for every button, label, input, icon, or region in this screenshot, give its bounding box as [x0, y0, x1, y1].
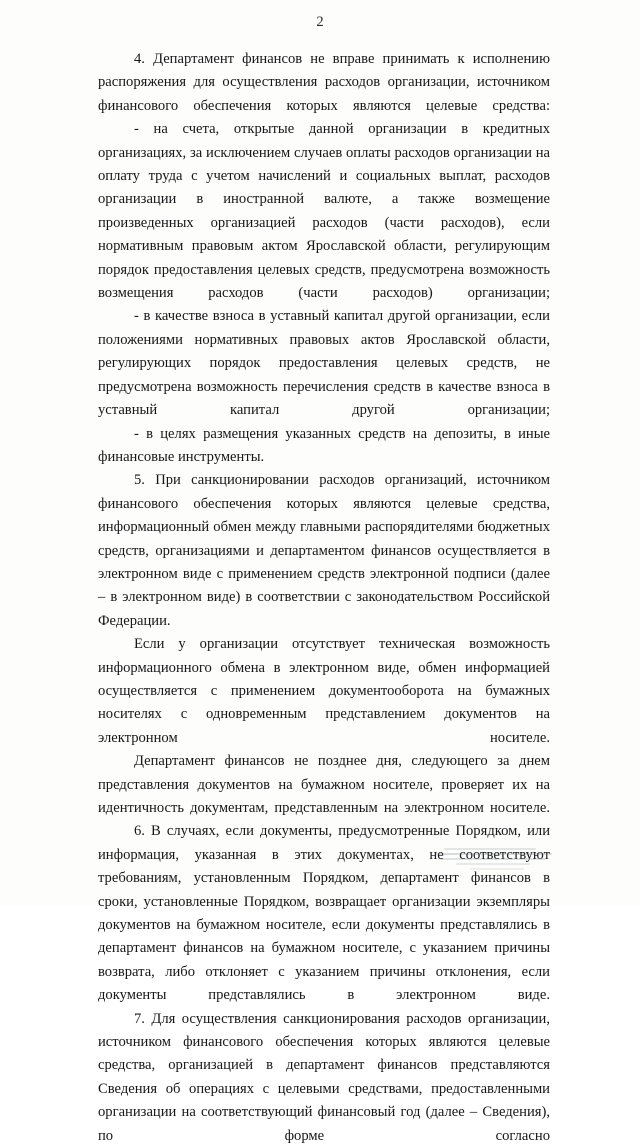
document-body: [98, 48, 550, 1148]
paragraph-bullet-accounts: - на счета, открытые данной организации в кредитных организациях, за исключением случаев оплаты расходов организации на оплату труда с учетом начислений и социальных выплат, расходов организации в иностранной валюте, а также возмещение произведенных организацией расходов (части расходов), если нормативным правовым актом Ярославской области, регулирующим порядок предоставления целевых средств, предусмотрена возможность возмещения расходов (части расходов) организации;: [98, 121, 550, 302]
faded-stamp-watermark: [430, 848, 560, 882]
paragraph-7: 7. Для осуществления санкционирования расходов организации, источником финансового обеспечения которых являются целевые средства, организацией в департамент финансов представляются Сведения об операциях с целевыми средствами, предоставленными организации на соответствующий финансовый год (далее – Сведения), по форме согласно: [98, 1010, 550, 1144]
paragraph-bullet-capital: - в качестве взноса в уставный капитал другой организации, если положениями нормативных правовых актов Ярославской области, регулирующих порядок предоставления целевых средств, не предусмотрена возможность перечисления средств в качестве взноса в уставный капитал другой организации;: [98, 308, 550, 419]
page-number: 2: [316, 14, 324, 30]
paragraph-4: 4. Департамент финансов не вправе принимать к исполнению распоряжения для осуществления расходов организации, источником финансового обеспечения которых являются целевые средства:: [98, 51, 550, 114]
paragraph-6: 6. В случаях, если документы, предусмотренные Порядком, или информация, указанная в этих документах, не соответствуют требованиям, установленным Порядком, департамент финансов в сроки, установленные Порядком, возвращает организации экземпляры документов на бумажном носителе, если документы представлялись в департамент финансов на бумажном носителе, с указанием причины возврата, либо отклоняет с указанием причины отклонения, если документы представлялись в электронном виде.: [98, 823, 550, 1004]
paragraph-bullet-deposits: - в целях размещения указанных средств на депозиты, в иные финансовые инструменты.: [98, 425, 550, 465]
paragraph-identity-check: Департамент финансов не позднее дня, следующего за днем представления документов на бумажном носителе, проверяет их на идентичность документам, представленным на электронном носителе.: [98, 753, 550, 816]
paragraph-if-no-tech: Если у организации отсутствует техническая возможность информационного обмена в электронном виде, обмен информацией осуществляется с применением документооборота на бумажных носителях с одновременным представлением документов на электронном носителе.: [98, 636, 550, 746]
paragraph-5: 5. При санкционировании расходов организаций, источником финансового обеспечения которых являются целевые средства, информационный обмен между главными распорядителями бюджетных средств, организациями и департаментом финансов осуществляется в электронном виде с применением средств электронной подписи (далее – в электронном виде) в соответствии с законодательством Российской Федерации.: [98, 472, 550, 629]
